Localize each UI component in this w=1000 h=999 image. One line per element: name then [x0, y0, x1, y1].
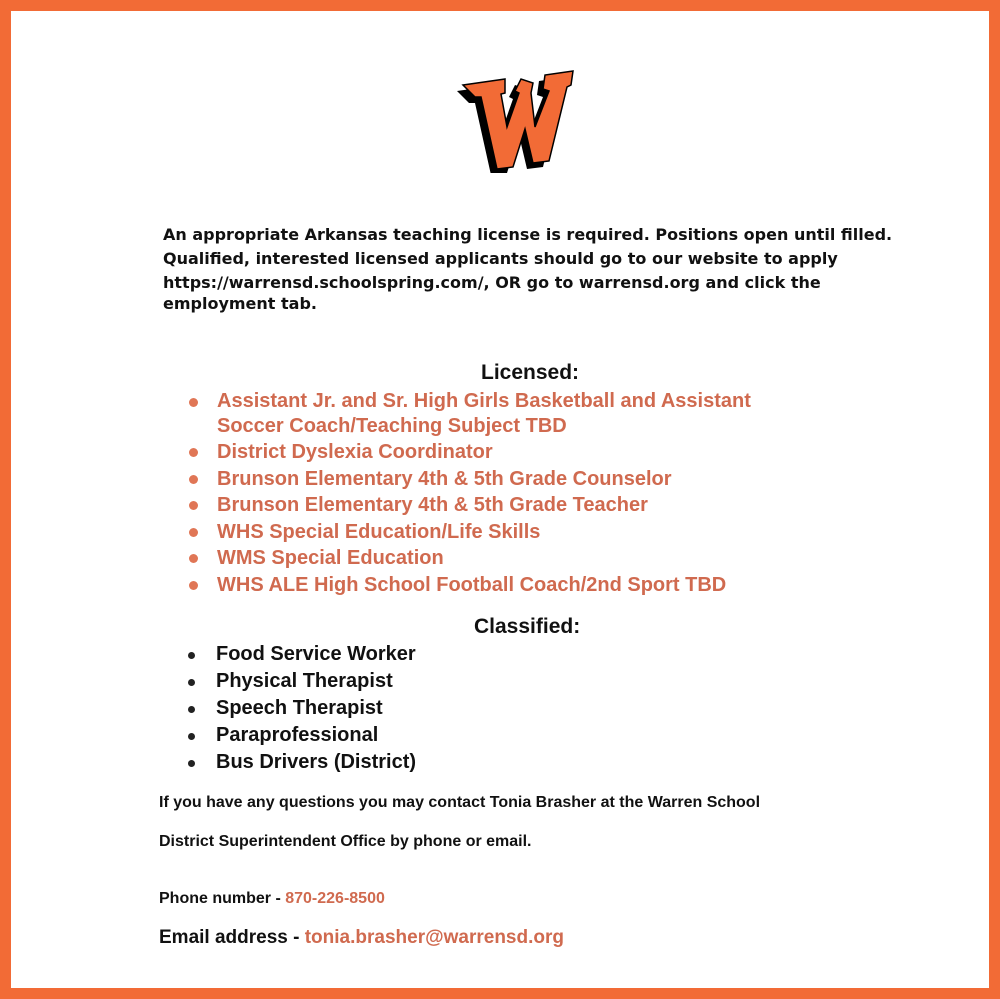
bullet-icon — [188, 706, 195, 713]
list-item — [185, 641, 585, 668]
list-item — [187, 545, 847, 572]
list-item-label: WHS ALE High School Football Coach/2nd Sport TBD — [217, 573, 727, 596]
bullet-icon — [189, 448, 198, 457]
list-item — [185, 749, 585, 776]
email-link[interactable]: tonia.brasher@warrensd.org — [304, 927, 564, 948]
intro-line: employment tab. — [163, 294, 317, 313]
email-label: Email address - — [159, 927, 305, 948]
list-item — [187, 492, 847, 519]
intro-paragraph — [163, 223, 893, 313]
list-item — [185, 668, 585, 695]
classified-list — [185, 641, 585, 776]
list-item — [187, 572, 847, 599]
list-item — [185, 695, 585, 722]
phone-number-link[interactable]: 870-226-8500 — [285, 890, 385, 907]
list-item-label: Physical Therapist — [216, 670, 393, 692]
list-item-label: WMS Special Education — [217, 547, 444, 569]
list-item-label: Soccer Coach/Teaching Subject TBD — [217, 415, 567, 437]
bullet-icon — [189, 528, 198, 537]
bullet-icon — [189, 398, 198, 407]
list-item-label: Brunson Elementary 4th & 5th Grade Teacher — [217, 494, 648, 516]
bullet-icon — [188, 679, 195, 686]
list-item — [185, 722, 585, 749]
bullet-icon — [188, 760, 195, 767]
list-item — [187, 466, 847, 493]
phone-label: Phone number - — [159, 890, 286, 907]
contact-text: District Superintendent Office by phone or email. — [159, 833, 532, 850]
classified-heading: Classified: — [474, 615, 581, 638]
intro-line: Qualified, interested licensed applicants should go to our website to apply — [163, 249, 838, 268]
bullet-icon — [188, 652, 195, 659]
intro-line: https://warrensd.schoolspring.com/, OR go to warrensd.org and click the — [163, 273, 821, 292]
list-item — [187, 389, 847, 414]
bullet-icon — [189, 501, 198, 510]
intro-line: An appropriate Arkansas teaching license is required. Positions open until filled. — [163, 225, 893, 244]
list-item — [187, 439, 847, 466]
list-item-label: Speech Therapist — [216, 697, 383, 719]
list-item-label: District Dyslexia Coordinator — [217, 441, 493, 463]
w-letter-logo — [449, 53, 575, 173]
list-item-label: Food Service Worker — [216, 643, 416, 665]
email-line — [159, 927, 564, 949]
list-item — [187, 519, 847, 546]
licensed-heading: Licensed: — [481, 361, 580, 384]
bullet-icon — [189, 554, 198, 563]
list-item-continuation — [187, 414, 847, 439]
list-item-label: Assistant Jr. and Sr. High Girls Basketball and Assistant — [217, 390, 751, 412]
list-item-label: WHS Special Education/Life Skills — [217, 520, 541, 543]
bullet-icon — [188, 733, 195, 740]
bullet-icon — [189, 581, 198, 590]
contact-text: If you have any questions you may contact Tonia Brasher at the Warren School — [159, 794, 761, 811]
list-item-label: Brunson Elementary 4th & 5th Grade Counselor — [217, 467, 672, 490]
bullet-icon — [189, 475, 198, 484]
phone-line — [159, 890, 385, 908]
list-item-label: Paraprofessional — [216, 724, 379, 746]
list-item-label: Bus Drivers (District) — [216, 751, 417, 773]
licensed-list — [187, 389, 847, 598]
